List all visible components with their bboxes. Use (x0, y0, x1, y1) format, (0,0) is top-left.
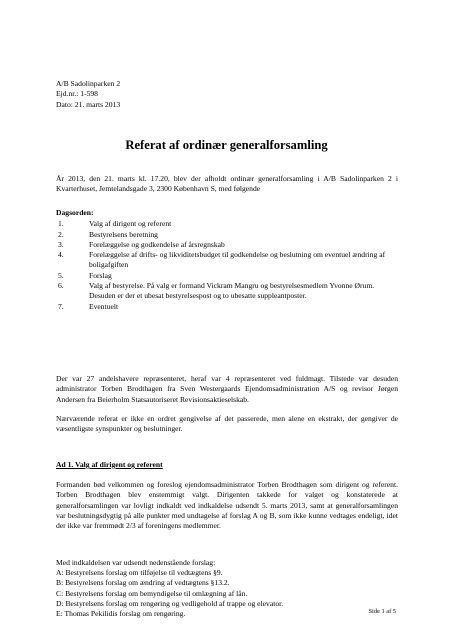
agenda-item-number: 3. (58, 239, 64, 249)
agenda-item-number: 5. (58, 270, 64, 280)
agenda-item (56, 302, 398, 312)
proposal-item: B: Bestyrelsens forslag om ændring af vedtægtens §13.2. (56, 578, 230, 588)
property-number: Ejd.nr.: 1-598 (56, 89, 98, 99)
agenda (56, 208, 398, 312)
proposals-list (56, 568, 398, 619)
agenda-item-text: Forslag (89, 270, 112, 280)
agenda-item (56, 281, 398, 302)
agenda-item-text: Valg af dirigent og referent (89, 219, 172, 229)
proposal-item: A: Bestyrelsens forslag om tilføjelse til vedtægtens §9. (56, 568, 223, 577)
agenda-item-number: 4. (58, 250, 64, 260)
intro-paragraph: År 2013, den 21. marts kl. 17.20, blev der afholdt ordinær generalforsamling i A/B Sadolinparken 2 i Kvarterhuset, Jemtelandsgade 3, 2300 København S, med følgende (56, 174, 398, 194)
proposal-item: D: Bestyrelsens forslag om rengøring og vedligehold af trappe og elevator. (56, 598, 284, 608)
agenda-item (56, 250, 398, 271)
document-title: Referat af ordinær generalforsamling (125, 138, 328, 152)
agenda-item-text: Forelæggelse og godkendelse af årsregnskab (89, 239, 225, 249)
document-date: Dato: 21. marts 2013 (56, 99, 121, 109)
proposal-item: E: Thomas Pekilidis forslag om rengøring. (56, 609, 186, 619)
agenda-item (56, 271, 398, 281)
attendance-paragraph: Der var 27 andelshavere repræsenteret, heraf var 4 repræsenteret ved fuldmagt. Tilstede var desuden administrator Torben Brodthagen fra Sven Westergaards Ejendomsadministration A/S og revisor Jørgen Andersen fra Beierholm Statsautoriseret Revisionsaktieselskab. (56, 374, 398, 404)
proposals-intro: Med indkaldelsen var udsendt nedenstående forslag: (56, 558, 216, 567)
agenda-item-text: Valg af bestyrelse. På valg er formand Vickram Mangru og bestyrelsesmedlem Yvonne Ørum. Desuden er der et ubesat bestyrelsespost og to ubesatte suppleantposter. (89, 281, 375, 301)
agenda-item-number: 2. (58, 229, 64, 239)
agenda-item-number: 6. (58, 281, 64, 291)
proposal-item: C: Bestyrelsens forslag om bemyndigelse til omlægning af lån. (56, 588, 248, 598)
association-name: A/B Sadolinparken 2 (56, 79, 121, 88)
agenda-heading: Dagsorden: (56, 208, 94, 217)
agenda-item (56, 240, 398, 250)
agenda-item-text: Bestyrelsens beretning (89, 229, 158, 239)
page-number: Side 1 af 5 (368, 608, 396, 615)
section-paragraph: Formanden bød velkommen og foreslog ejendomsadministrator Torben Brodthagen som dirigent og referent. Torben Brodthagen blev enstemmigt valgt. Dirigenten takkede for valget og konstaterede at generalforsamlingen var lovligt indkaldt ved indkaldelse udsendt 5. marts 2013, samt at generalforsamlingen var beslutningsdygtig på alle punkter med undtagelse af forslag A og B, som ikke kunne vedtages endeligt, idet der ikke var fremmødt 2/3 af foreningens medlemmer. (56, 480, 398, 531)
disclaimer-paragraph: Nærværende referat er ikke en ordret gengivelse af det passerede, men alene en ekstrakt, der gengiver de væsentligste synspunkter og beslutninger. (56, 414, 398, 434)
agenda-item-number: 7. (58, 301, 64, 311)
agenda-item-text: Eventuelt (89, 301, 119, 311)
section-heading: Ad 1. Valg af dirigent og referent (56, 460, 163, 469)
agenda-item-number: 1. (58, 219, 64, 229)
agenda-item (56, 219, 398, 229)
agenda-item (56, 230, 398, 240)
document-header (56, 79, 120, 110)
agenda-item-text: Forelæggelse af drifts- og likviditetsbudget til godkendelse og beslutning om eventuel ændring af boligafgiften (89, 250, 386, 270)
